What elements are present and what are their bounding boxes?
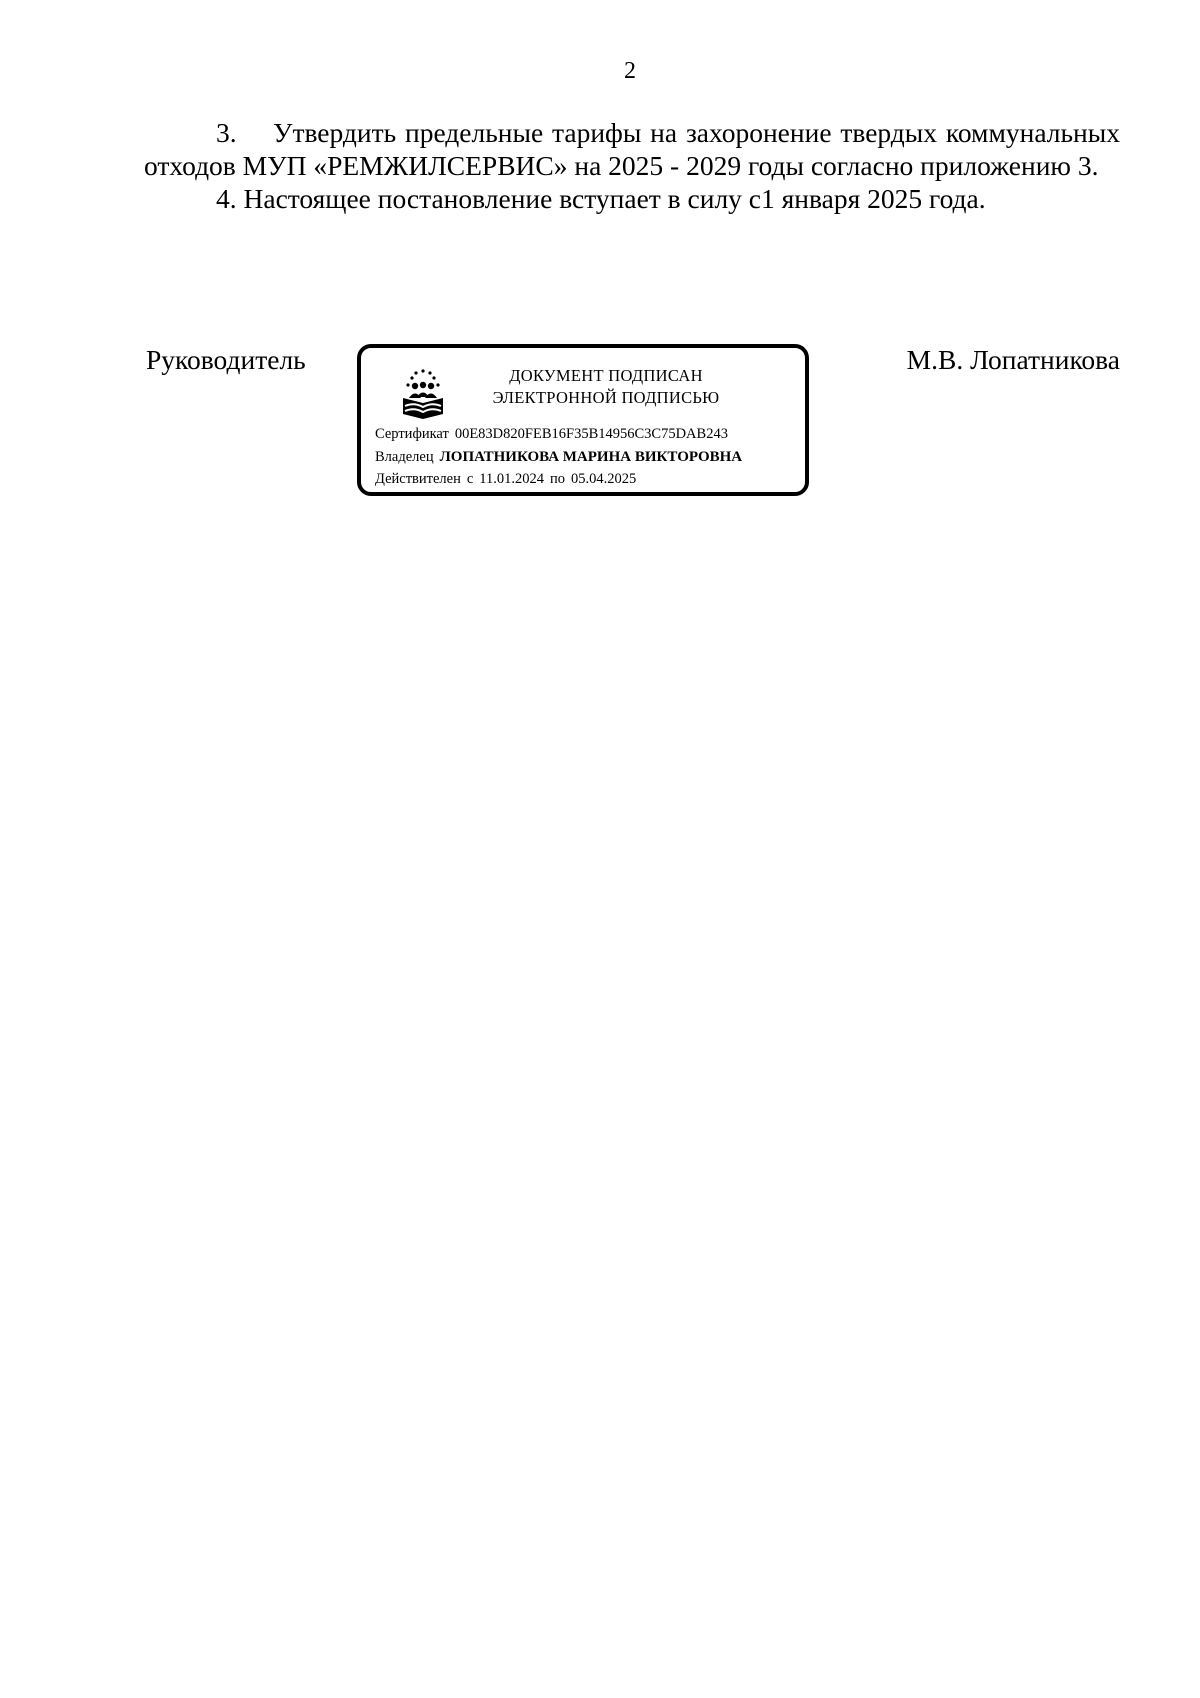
valid-from-label: с: [466, 471, 474, 487]
valid-to: 05.04.2025: [571, 471, 637, 487]
stamp-heading-line2: ЭЛЕКТРОННОЙ ПОДПИСЬЮ: [492, 388, 720, 407]
stamp-certificate: [375, 424, 728, 444]
signatory-title: Руководитель: [146, 344, 306, 375]
certificate-value: 00E83D820FEB16F35B14956C3C75DAB243: [454, 426, 728, 442]
signatory-name: М.В. Лопатникова: [906, 344, 1120, 375]
owner-value: ЛОПАТНИКОВА МАРИНА ВИКТОРОВНА: [439, 449, 743, 465]
stamp-heading-line1: ДОКУМЕНТ ПОДПИСАН: [509, 366, 703, 385]
valid-to-label: по: [550, 471, 566, 487]
stamp-validity: [375, 469, 636, 489]
paragraph-4: 4. Настоящее постановление вступает в силу с1 января 2025 года.: [216, 183, 986, 214]
valid-from: 11.01.2024: [479, 471, 545, 487]
electronic-signature-stamp: [357, 344, 809, 496]
paragraph-3: 3. Утвердить предельные тарифы на захоронение твердых коммунальных отходов МУП «РЕМЖИЛСЕРВИС» на 2025 - 2029 годы согласно приложению 3.: [144, 117, 1120, 181]
certificate-label: Сертификат: [375, 426, 449, 442]
coat-of-arms-icon: [399, 364, 447, 420]
document-body: [144, 116, 1120, 215]
signature-block: [144, 343, 1120, 513]
page-number: 2: [624, 58, 636, 84]
stamp-owner: [375, 447, 742, 467]
valid-label: Действителен: [375, 471, 461, 487]
owner-label: Владелец: [375, 449, 434, 465]
